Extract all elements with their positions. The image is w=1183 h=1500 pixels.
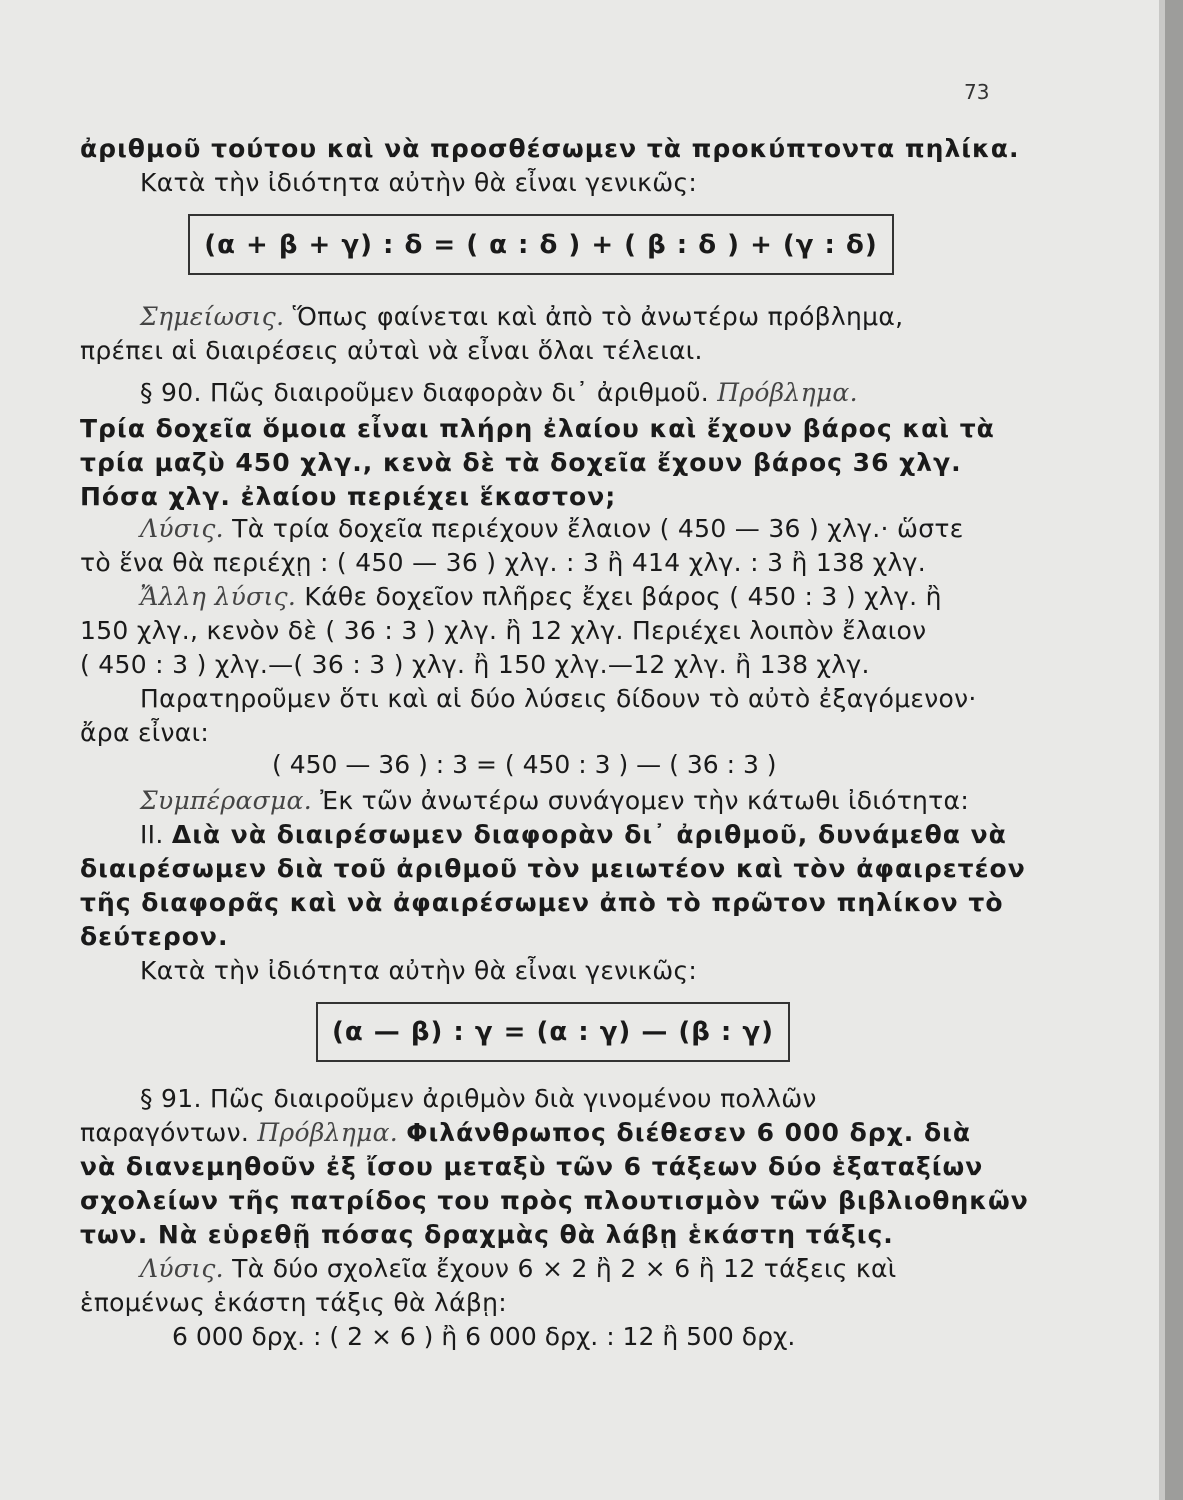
problem-label-2: Πρόβλημα. bbox=[257, 1118, 398, 1147]
equation-2: 6 000 δρχ. : ( 2 × 6 ) ἢ 6 000 δρχ. : 12 ἢ 500 δρχ. bbox=[172, 1322, 796, 1351]
formula-1: (α + β + γ) : δ = ( α : δ ) + ( β : δ ) + (γ : δ) bbox=[204, 229, 878, 260]
section-90-heading bbox=[140, 376, 1145, 410]
other-solution-label: Ἄλλη λύσις. bbox=[140, 582, 297, 611]
section-90-title: § 90. Πῶς διαιροῦμεν διαφορὰν δι᾿ ἀριθμοῦ. bbox=[140, 378, 709, 407]
section-91-title-cont: παραγόντων. bbox=[80, 1118, 250, 1147]
text-line-6: Τρία δοχεῖα ὅμοια εἶναι πλήρη ἐλαίου καὶ ἔχουν βάρος καὶ τὰ bbox=[80, 414, 995, 443]
text-line-21: δεύτερον. bbox=[80, 922, 229, 951]
text-line-26: σχολείων τῆς πατρίδος του πρὸς πλουτισμὸν τῶν βιβλιοθηκῶν bbox=[80, 1186, 1029, 1215]
solution-text-2: Τὰ δύο σχολεῖα ἔχουν 6 × 2 ἢ 2 × 6 ἢ 12 τάξεις καὶ bbox=[232, 1254, 897, 1283]
text-line-2: Κατὰ τὴν ἰδιότητα αὐτὴν θὰ εἶναι γενικῶς: bbox=[140, 168, 698, 197]
formula-2: (α — β) : γ = (α : γ) — (β : γ) bbox=[332, 1017, 774, 1047]
solution-text-1: Τὰ τρία δοχεῖα περιέχουν ἔλαιον ( 450 — 36 ) χλγ.· ὥστε bbox=[232, 514, 964, 543]
other-solution-text: Κάθε δοχεῖον πλῆρες ἔχει βάρος ( 450 : 3 ) χλγ. ἢ bbox=[304, 582, 942, 611]
note-text: Ὅπως φαίνεται καὶ ἀπὸ τὸ ἀνωτέρω πρόβλημα, bbox=[292, 302, 904, 331]
rule-text: Διὰ νὰ διαιρέσωμεν διαφορὰν δι᾿ ἀριθμοῦ, δυνάμεθα νὰ bbox=[171, 820, 1007, 849]
book-binding-edge bbox=[1165, 0, 1183, 1500]
text-line-14: Παρατηροῦμεν ὅτι καὶ αἱ δύο λύσεις δίδουν τὸ αὐτὸ ἐξαγόμενον· bbox=[140, 684, 977, 713]
problem-label-1: Πρόβλημα. bbox=[717, 378, 858, 407]
problem-text-2: Φιλάνθρωπος διέθεσεν 6 000 δρχ. διὰ bbox=[406, 1118, 972, 1147]
text-line-25: νὰ διανεμηθοῦν ἐξ ἴσου μεταξὺ τῶν 6 τάξεων δύο ἑξαταξίων bbox=[80, 1152, 984, 1181]
formula-box-1 bbox=[188, 214, 894, 275]
solution-label-1: Λύσις. bbox=[140, 514, 224, 543]
text-line-4: πρέπει αἱ διαιρέσεις αὐταὶ νὰ εἶναι ὅλαι τέλειαι. bbox=[80, 336, 703, 365]
text-line-1: ἀριθμοῦ τούτου καὶ νὰ προσθέσωμεν τὰ προκύπτοντα πηλίκα. bbox=[80, 134, 1020, 163]
text-line-28 bbox=[140, 1252, 1145, 1286]
text-line-7: τρία μαζὺ 450 χλγ., κενὰ δὲ τὰ δοχεῖα ἔχουν βάρος 36 χλγ. bbox=[80, 448, 962, 477]
text-line-15: ἄρα εἶναι: bbox=[80, 718, 210, 747]
section-91-heading: § 91. Πῶς διαιροῦμεν ἀριθμὸν διὰ γινομένου πολλῶν bbox=[140, 1084, 817, 1113]
text-line-17 bbox=[140, 784, 1145, 818]
text-line-18 bbox=[140, 818, 1145, 852]
solution-label-2: Λύσις. bbox=[140, 1254, 224, 1283]
note-label: Σημείωσις. bbox=[140, 302, 285, 331]
text-line-29: ἑπομένως ἑκάστη τάξις θὰ λάβῃ: bbox=[80, 1288, 507, 1317]
text-line-13: ( 450 : 3 ) χλγ.—( 36 : 3 ) χλγ. ἢ 150 χλγ.—12 χλγ. ἢ 138 χλγ. bbox=[80, 650, 870, 679]
conclusion-text: Ἐκ τῶν ἀνωτέρω συνάγομεν τὴν κάτωθι ἰδιότητα: bbox=[320, 786, 970, 815]
text-line-11 bbox=[140, 580, 1145, 614]
text-line-22: Κατὰ τὴν ἰδιότητα αὐτὴν θὰ εἶναι γενικῶς: bbox=[140, 956, 698, 985]
text-line-9 bbox=[140, 512, 1145, 546]
text-line-27: των. Νὰ εὑρεθῇ πόσας δραχμὰς θὰ λάβῃ ἑκάστη τάξις. bbox=[80, 1220, 894, 1249]
equation-1: ( 450 — 36 ) : 3 = ( 450 : 3 ) — ( 36 : 3 ) bbox=[272, 750, 777, 779]
text-line-3 bbox=[140, 300, 1145, 334]
text-line-10: τὸ ἕνα θὰ περιέχῃ : ( 450 — 36 ) χλγ. : 3 ἢ 414 χλγ. : 3 ἢ 138 χλγ. bbox=[80, 548, 926, 577]
formula-box-2 bbox=[316, 1002, 790, 1062]
text-line-19: διαιρέσωμεν διὰ τοῦ ἀριθμοῦ τὸν μειωτέον καὶ τὸν ἀφαιρετέον bbox=[80, 854, 1026, 883]
conclusion-label: Συμπέρασμα. bbox=[140, 786, 312, 815]
text-line-20: τῆς διαφορᾶς καὶ νὰ ἀφαιρέσωμεν ἀπὸ τὸ πρῶτον πηλίκον τὸ bbox=[80, 888, 1004, 917]
text-line-8: Πόσα χλγ. ἐλαίου περιέχει ἕκαστον; bbox=[80, 482, 617, 511]
text-line-12: 150 χλγ., κενὸν δὲ ( 36 : 3 ) χλγ. ἢ 12 χλγ. Περιέχει λοιπὸν ἔλαιον bbox=[80, 616, 927, 645]
rule-number: ΙΙ. bbox=[140, 820, 164, 849]
page-number: 73 bbox=[964, 80, 990, 104]
text-line-24 bbox=[80, 1116, 1085, 1150]
